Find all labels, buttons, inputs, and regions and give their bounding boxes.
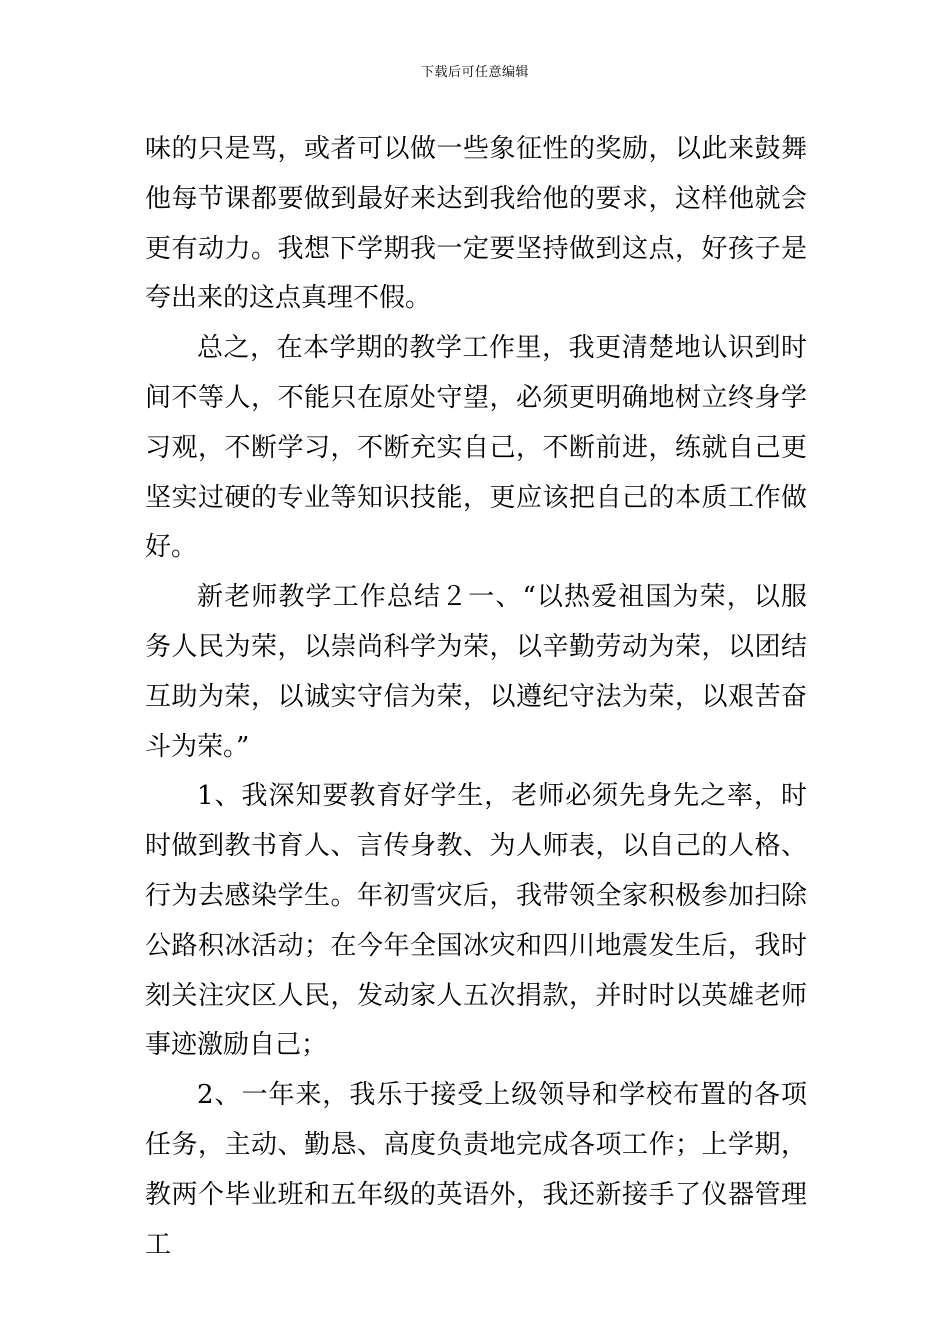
paragraph-3: 新老师教学工作总结２一、“以热爱祖国为荣，以服务人民为荣，以崇尚科学为荣，以辛勤劳动为荣，以团结互助为荣，以诚实守信为荣，以遵纪守法为荣，以艰苦奋斗为荣。” [145, 582, 807, 762]
page-header: 下载后可任意编辑 [420, 65, 529, 80]
paragraph-4: 1、我深知要教育好学生，老师必须先身先之率，时时做到教书育人、言传身教、为人师表，以自己的人格、行为去感染学生。年初雪灾后，我带领全家积极参加扫除公路积冰活动；在今年全国冰灾和四川地震发生后，我时刻关注灾区人民，发动家人五次捐款，并时时以英雄老师事迹激励自己； [145, 781, 807, 1061]
paragraph-5: 2、一年来，我乐于接受上级领导和学校布置的各项任务，主动、勤恳、高度负责地完成各项工作；上学期，教两个毕业班和五年级的英语外，我还新接手了仪器管理工 [145, 1080, 807, 1260]
paragraph-1: 味的只是骂，或者可以做一些象征性的奖励，以此来鼓舞他每节课都要做到最好来达到我给他的要求，这样他就会更有动力。我想下学期我一定要坚持做到这点，好孩子是夸出来的这点真理不假。 [145, 134, 807, 314]
document-body [145, 125, 807, 1270]
paragraph-2: 总之，在本学期的教学工作里，我更清楚地认识到时间不等人，不能只在原处守望，必须更明确地树立终身学习观，不断学习，不断充实自己，不断前进，练就自己更坚实过硬的专业等知识技能，更应该把自己的本质工作做好。 [145, 333, 807, 563]
